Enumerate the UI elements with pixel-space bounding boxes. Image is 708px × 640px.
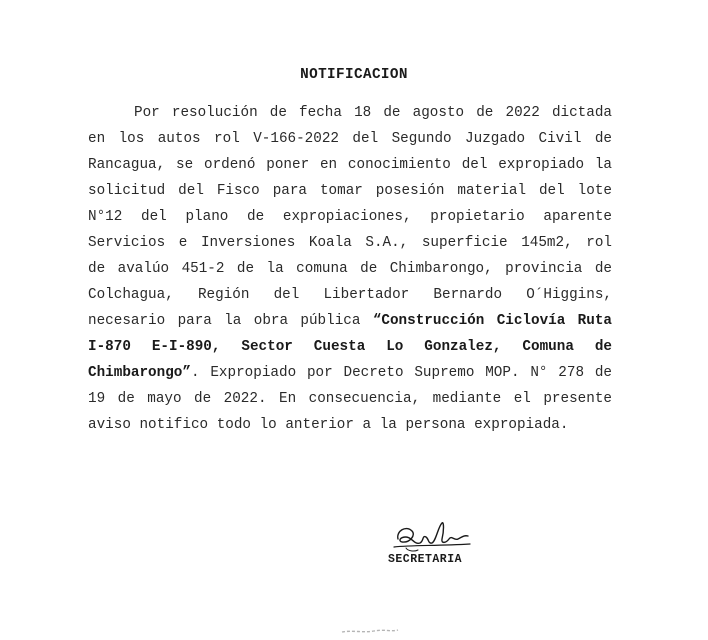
text-segment: aviso notifico todo lo anterior a la persona expropiada. <box>88 417 569 433</box>
text-segment: 19 de mayo de 2022. En consecuencia, mediante el presente <box>88 391 612 407</box>
text-segment: en los autos rol V-166-2022 del Segundo Juzgado Civil de <box>88 131 612 147</box>
text-segment: solicitud del Fisco para tomar posesión material del lote <box>88 183 612 199</box>
text-line <box>88 386 612 412</box>
notice-body <box>88 100 612 438</box>
text-segment: Colchagua, Región del Libertador Bernardo O´Higgins, <box>88 287 612 303</box>
text-line <box>88 230 612 256</box>
text-line <box>88 360 612 386</box>
bold-text-segment: I-870 E-I-890, Sector Cuesta Lo Gonzalez, Comuna de <box>88 339 612 355</box>
signature-label: SECRETARIA <box>388 553 463 566</box>
text-line <box>88 308 612 334</box>
document-title: NOTIFICACION <box>300 67 408 83</box>
text-line <box>88 282 612 308</box>
bold-text-segment: “Construcción Ciclovía Ruta <box>372 313 612 329</box>
text-line <box>88 152 612 178</box>
handwritten-signature <box>392 517 474 555</box>
text-line <box>88 178 612 204</box>
text-segment: Rancagua, se ordenó poner en conocimiento del expropiado la <box>88 157 612 173</box>
text-line <box>88 126 612 152</box>
text-line <box>88 256 612 282</box>
text-segment: Servicios e Inversiones Koala S.A., superficie 145m2, rol <box>88 235 612 251</box>
scan-smudge <box>340 626 400 636</box>
bold-text-segment: Chimbarongo” <box>88 365 191 381</box>
text-segment: . Expropiado por Decreto Supremo MOP. N° 278 de <box>190 365 612 381</box>
text-segment: necesario para la obra pública <box>88 313 373 329</box>
text-line <box>88 100 612 126</box>
text-segment: Por resolución de fecha 18 de agosto de 2022 dictada <box>134 105 612 121</box>
text-line <box>88 334 612 360</box>
text-segment: N°12 del plano de expropiaciones, propietario aparente <box>88 209 612 225</box>
text-line <box>88 412 612 438</box>
text-segment: de avalúo 451-2 de la comuna de Chimbarongo, provincia de <box>88 261 612 277</box>
text-line <box>88 204 612 230</box>
